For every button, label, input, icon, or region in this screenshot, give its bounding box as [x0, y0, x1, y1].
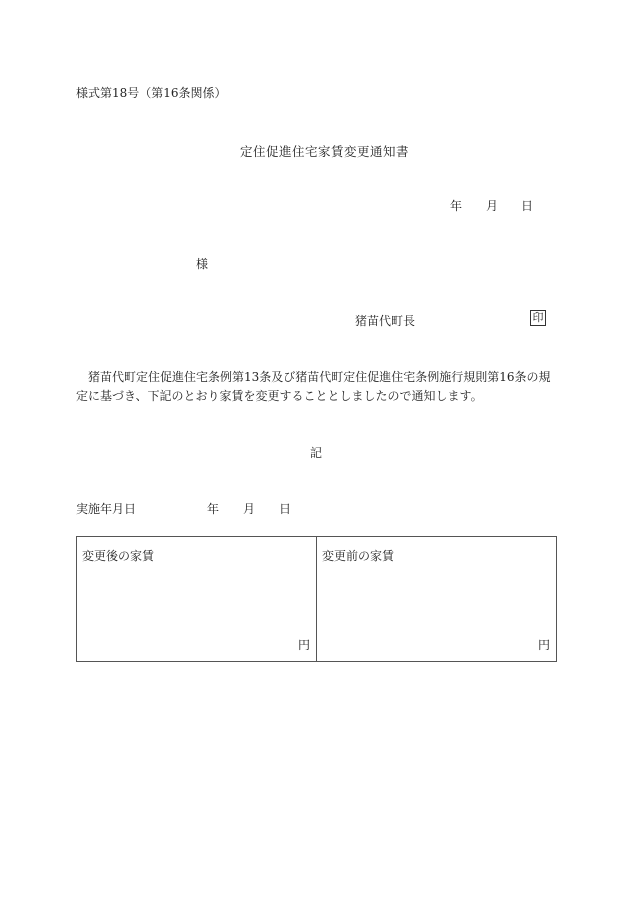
issue-date-month-label: 月 [486, 199, 499, 213]
rent-after-unit: 円 [297, 638, 310, 652]
rent-after-cell [77, 537, 317, 661]
form-number: 様式第18号（第16条関係） [76, 86, 227, 100]
issuer-name: 猪苗代町長 [355, 314, 416, 328]
document-title: 定住促進住宅家賃変更通知書 [240, 144, 410, 159]
rent-table [76, 536, 557, 662]
seal-mark: 印 [530, 310, 546, 326]
issue-date-year-label: 年 [450, 199, 463, 213]
implementation-date-day-label: 日 [279, 502, 292, 516]
rent-before-label: 変更前の家賃 [322, 549, 395, 563]
implementation-date-label: 実施年月日 [76, 502, 137, 516]
addressee-suffix: 様 [196, 257, 209, 271]
issue-date-day-label: 日 [521, 199, 534, 213]
rent-before-unit: 円 [537, 638, 550, 652]
implementation-date-month-label: 月 [243, 502, 256, 516]
rent-before-cell [317, 537, 556, 661]
implementation-date-year-label: 年 [207, 502, 220, 516]
body-text: 猪苗代町定住促進住宅条例第13条及び猪苗代町定住促進住宅条例施行規則第16条の規定に基づき、下記のとおり家賃を変更することとしましたので通知します。 [76, 370, 551, 403]
ki-heading: 記 [310, 446, 323, 460]
rent-after-label: 変更後の家賃 [82, 549, 155, 563]
